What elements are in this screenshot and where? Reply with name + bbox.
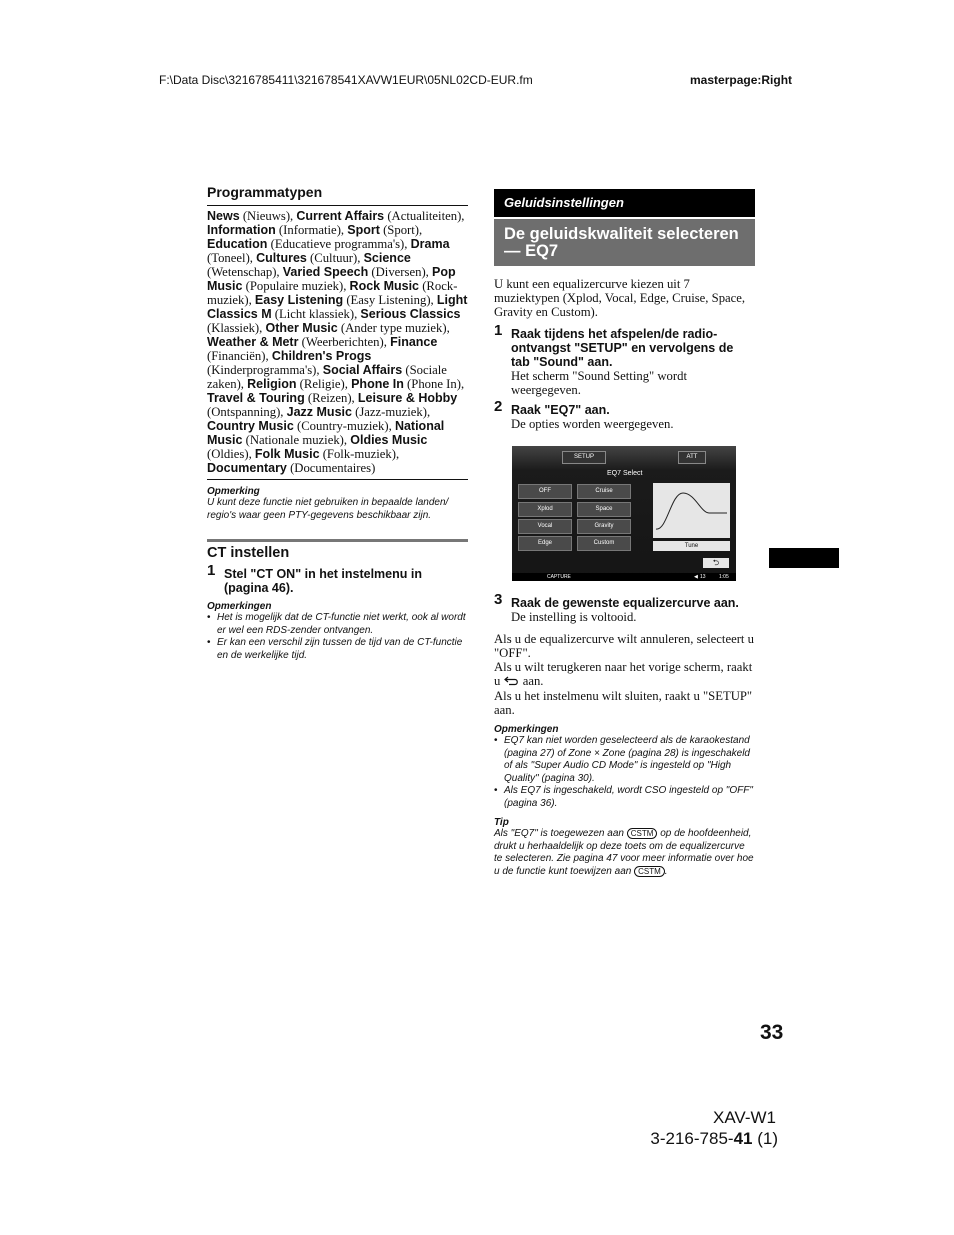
step-desc: De opties worden weergegeven. (511, 417, 674, 431)
part-prefix: 3-216-785- (650, 1129, 734, 1148)
screen-title: EQ7 Select (607, 470, 643, 477)
eq7-screen-illustration (512, 446, 736, 581)
part-bold: 41 (733, 1129, 753, 1148)
ct-title: CT instellen (207, 545, 290, 561)
eq-button-cruise: Cruise (577, 484, 631, 499)
back-arrow-icon (504, 675, 520, 689)
step-desc: De instelling is voltooid. (511, 610, 637, 624)
category-banner: Geluidsinstellingen (494, 189, 755, 217)
status-volume: 13 (700, 574, 706, 580)
part-number (643, 1128, 778, 1149)
step-number: 3 (494, 591, 503, 608)
step-2 (494, 398, 755, 431)
model-name: XAV-W1 (713, 1108, 776, 1127)
section-title-banner: De geluidskwaliteit selecteren — EQ7 (494, 219, 755, 266)
page-number: 33 (760, 1021, 784, 1044)
notes-heading: Opmerkingen (494, 724, 559, 736)
step-text: Raak "EQ7" aan. (511, 403, 610, 417)
eq-button-vocal: Vocal (518, 519, 572, 534)
tip-text (494, 828, 755, 878)
ct-notes-heading: Opmerkingen (207, 601, 272, 612)
list-item: • Er kan een verschil zijn tussen de tijd van de CT-functie en de werkelijke tijd. (207, 637, 468, 662)
return-text-b: aan. (522, 674, 544, 688)
cstm-key: CSTM (627, 828, 658, 839)
step-number: 2 (494, 398, 503, 415)
step-text: Stel "CT ON" in het instelmenu in (pagina 46). (224, 567, 422, 595)
masterpage-label: masterpage:Right (690, 73, 793, 87)
left-column (207, 184, 468, 662)
eq-button-gravity: Gravity (577, 519, 631, 534)
section-divider (207, 539, 468, 542)
eq-button-custom: Custom (577, 536, 631, 551)
eq-button-edge: Edge (518, 536, 572, 551)
eq-button-space: Space (577, 502, 631, 517)
programmatypen-list: News (Nieuws), Current Affairs (Actualiteiten), Information (Informatie), Sport (Sport), Education (Educatieve programma's), Drama (Toneel), Cultures (Cultuur), Science (Wetenschap), Varied Speech (Diversen), Pop Music (Populaire muziek), Rock Music (Rock-muziek), Easy Listening (Easy Listening), Light Classics M (Licht klassiek), Serious Classics (Klassiek), Other Music (Ander type muziek), Weather & Metr (Weerberichten), Finance (Financiën), Children's Progs (Kinderprogramma's), Social Affairs (Sociale zaken), Religion (Religie), Phone In (Phone In), Travel & Touring (Reizen), Leisure & Hobby (Ontspanning), Jazz Music (Jazz-muziek), Country Music (Country-muziek), National Music (Nationale muziek), Oldies Music (Oldies), Folk Music (Folk-muziek), Documentary (Documentaires) (207, 209, 468, 480)
notes-list (494, 735, 755, 810)
close-text: Als u het instelmenu wilt sluiten, raakt u "SETUP" aan. (494, 689, 753, 718)
tip-heading: Tip (494, 817, 509, 829)
intro-text: U kunt een equalizercurve kiezen uit 7 muziektypen (Xplod, Vocal, Edge, Cruise, Space, Gravity en Custom). (494, 277, 746, 319)
list-item: • Het is mogelijk dat de CT-functie niet werkt, ook al wordt er wel een RDS-zender ontvangen. (207, 612, 468, 637)
speaker-icon: ◀ (694, 574, 698, 580)
step-text: Raak tijdens het afspelen/de radio-ontvangst "SETUP" en vervolgens de tab "Sound" aan. (511, 327, 734, 369)
tip-text-b: op de hoofdeenheid, drukt u herhaaldelijk op deze toets om de equalizercurve te selecteren. Zie pagina 47 voor meer informatie over hoe u de functie kunt toewijzen aan (494, 828, 754, 877)
step-text: Raak de gewenste equalizercurve aan. (511, 596, 739, 610)
eq-button-xplod: Xplod (518, 502, 572, 517)
step-desc: Het scherm "Sound Setting" wordt weergegeven. (511, 369, 687, 397)
eq-button-off: OFF (518, 484, 572, 499)
att-tab: ATT (678, 451, 706, 464)
part-suffix: (1) (752, 1129, 778, 1148)
list-item: • EQ7 kan niet worden geselecteerd als de karaokestand (pagina 27) of Zone × Zone (pagina 28) is ingeschakeld of als "Super Audio CD Mode" is ingesteld op "High Quality" (pagina 30). (494, 735, 755, 785)
status-bar (512, 573, 736, 581)
file-path: F:\Data Disc\3216785411\321678541XAVW1EUR\05NL02CD-EUR.fm (159, 73, 533, 87)
setup-tab: SETUP (562, 451, 606, 464)
right-column (494, 189, 755, 878)
programmatypen-title: Programmatypen (207, 184, 468, 206)
ct-step (207, 562, 468, 595)
status-capture: CAPTURE (547, 574, 571, 580)
eq-curve-icon (653, 483, 730, 538)
step-number: 1 (494, 322, 503, 339)
step-number: 1 (207, 562, 216, 579)
return-text (494, 660, 755, 689)
tip-text-a: Als "EQ7" is toegewezen aan (494, 828, 624, 840)
note-text: U kunt deze functie niet gebruiken in bepaalde landen/ regio's waar geen PTY-gegevens beschikbaar zijn. (207, 497, 449, 521)
step-3 (494, 591, 755, 624)
tip-text-c: . (664, 865, 668, 877)
cancel-text: Als u de equalizercurve wilt annuleren, selecteert u "OFF". (494, 632, 754, 660)
note-heading: Opmerking (207, 486, 260, 497)
eq-curve-graph (653, 483, 730, 538)
return-text-a: Als u wilt terugkeren naar het vorige scherm, raakt u (494, 660, 753, 688)
tune-button: Tune (653, 541, 730, 551)
step-1 (494, 322, 755, 397)
chapter-tab-marker (769, 548, 839, 568)
back-button: ⮌ (703, 558, 729, 568)
cstm-key: CSTM (634, 866, 665, 877)
ct-notes-list (207, 612, 468, 662)
list-item: • Als EQ7 is ingeschakeld, wordt CSO ingesteld op "OFF" (pagina 36). (494, 785, 755, 810)
status-time: 1:05 (719, 574, 729, 580)
